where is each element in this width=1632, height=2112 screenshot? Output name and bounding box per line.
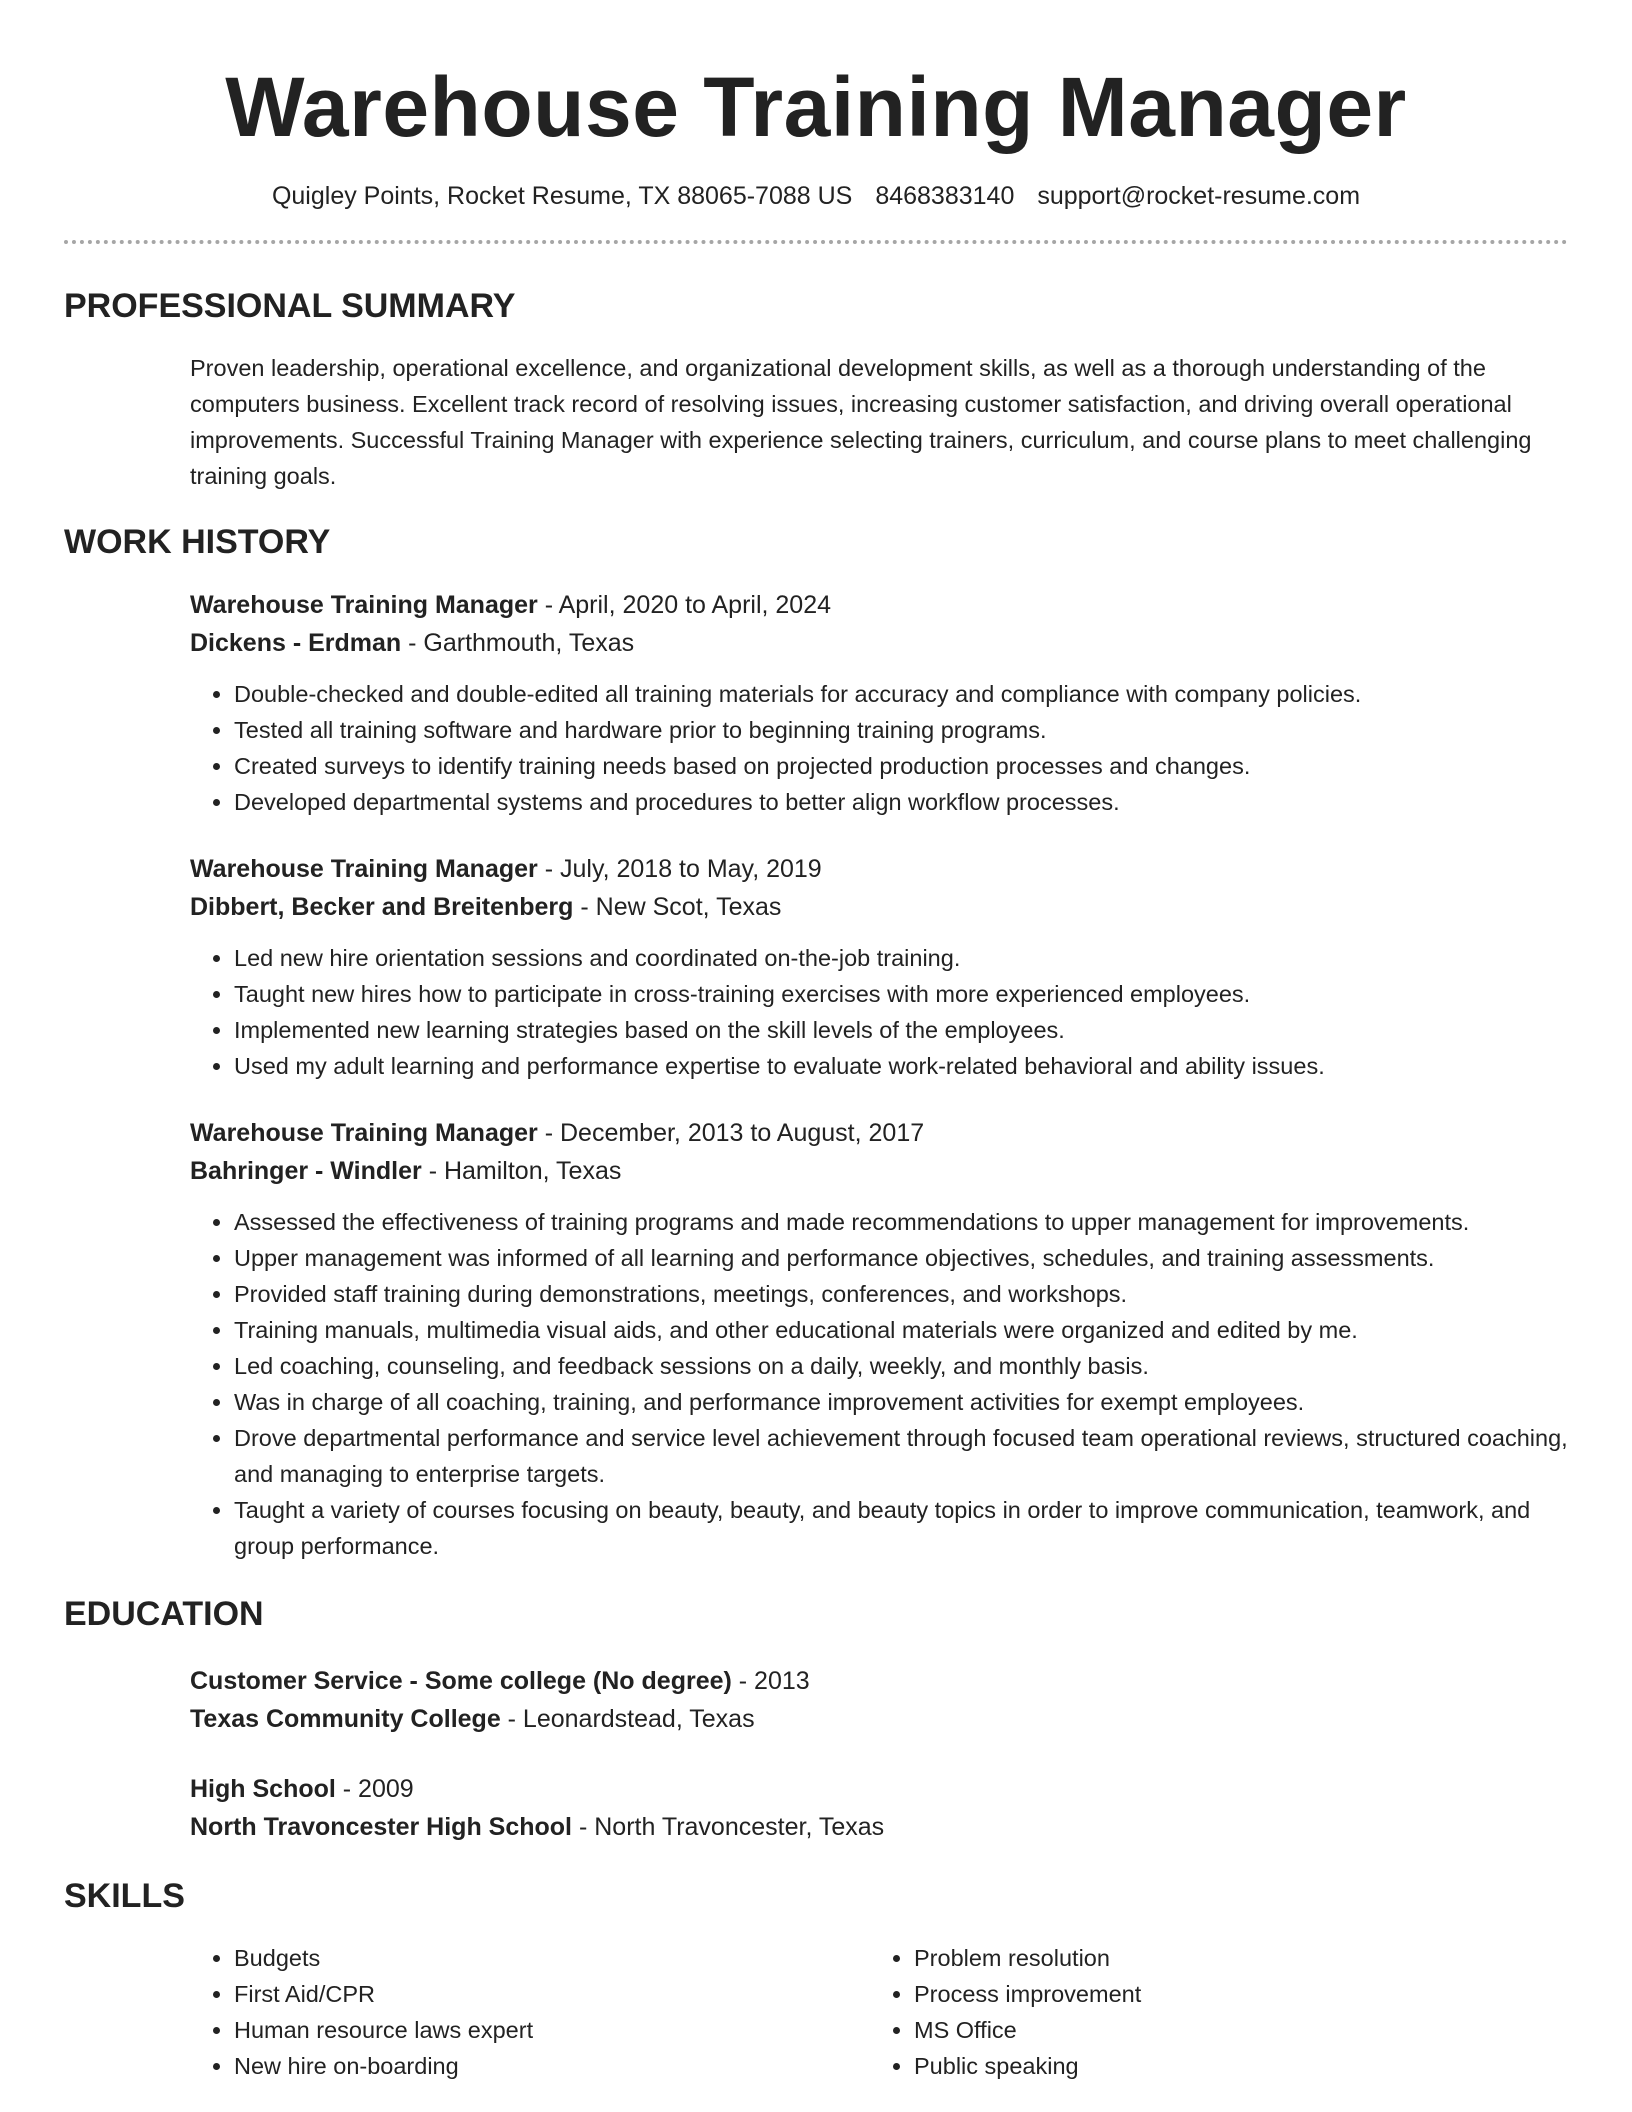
job-role: Warehouse Training Manager: [190, 591, 538, 619]
job-title-line: [190, 1114, 1568, 1152]
skills-right-column: [870, 1940, 1550, 2084]
job-bullets: [190, 676, 1568, 820]
job-location: - Garthmouth, Texas: [401, 629, 635, 657]
education-heading: EDUCATION: [64, 1595, 264, 1633]
contact-address: Quigley Points, Rocket Resume, TX 88065-7088 US: [271, 182, 853, 210]
job-bullet: • Taught a variety of courses focusing on beauty, beauty, and beauty topics in order to improve communication, teamwork, and group performance.: [234, 1492, 1568, 1564]
education-section: [190, 1662, 1568, 1846]
job-location: - New Scot, Texas: [573, 893, 782, 921]
job-entry: [190, 1114, 1568, 1564]
job-bullet: • Taught new hires how to participate in cross-training exercises with more experienced employees.: [234, 976, 1568, 1012]
job-bullet: • Led new hire orientation sessions and coordinated on-the-job training.: [234, 940, 1568, 976]
summary-text: Proven leadership, operational excellence, and organizational development skills, as well as a thorough understanding of the computers business. Excellent track record of resolving issues, increasing customer satisfaction, and driving overall operational improvements. Successful Training Manager with experience selecting trainers, curriculum, and course plans to meet challenging training goals.: [190, 355, 1532, 489]
job-title-line: [190, 850, 1568, 888]
education-year: - 2013: [731, 1667, 810, 1695]
education-year: - 2009: [335, 1775, 414, 1803]
work-history-heading: WORK HISTORY: [64, 523, 331, 561]
job-role: Warehouse Training Manager: [190, 1119, 538, 1147]
job-bullet: • Was in charge of all coaching, training, and performance improvement activities for exempt employees.: [234, 1384, 1568, 1420]
skills-heading: SKILLS: [64, 1877, 185, 1915]
education-degree: High School: [190, 1775, 336, 1803]
skill-item: • Public speaking: [914, 2048, 1550, 2084]
resume-name: Warehouse Training Manager: [225, 60, 1407, 154]
job-company: Dibbert, Becker and Breitenberg: [190, 893, 574, 921]
job-entry: [190, 850, 1568, 1084]
education-entry: [190, 1662, 1568, 1738]
job-bullets: [190, 1204, 1568, 1564]
job-bullet: • Assessed the effectiveness of training programs and made recommendations to upper management for improvements.: [234, 1204, 1568, 1240]
job-bullet: • Used my adult learning and performance expertise to evaluate work-related behavioral and ability issues.: [234, 1048, 1568, 1084]
contact-email: support@rocket-resume.com: [1037, 182, 1361, 210]
job-dates: - April, 2020 to April, 2024: [537, 591, 832, 619]
education-location: - North Travoncester, Texas: [572, 1813, 885, 1841]
work-history-section: [190, 586, 1568, 1564]
job-company: Dickens - Erdman: [190, 629, 402, 657]
skills-left-column: [190, 1940, 870, 2084]
skill-item: • Budgets: [234, 1940, 870, 1976]
job-bullet: • Implemented new learning strategies based on the skill levels of the employees.: [234, 1012, 1568, 1048]
education-degree-line: [190, 1662, 1568, 1700]
job-role: Warehouse Training Manager: [190, 855, 538, 883]
education-school: North Travoncester High School: [190, 1813, 573, 1841]
education-entry: [190, 1770, 1568, 1846]
job-entry: [190, 586, 1568, 820]
job-dates: - July, 2018 to May, 2019: [537, 855, 822, 883]
job-bullet: • Training manuals, multimedia visual aids, and other educational materials were organized and edited by me.: [234, 1312, 1568, 1348]
skills-columns: [190, 1940, 1568, 2084]
skill-item: • MS Office: [914, 2012, 1550, 2048]
job-company-line: [190, 624, 1568, 662]
skill-item: • New hire on-boarding: [234, 2048, 870, 2084]
job-bullet: • Provided staff training during demonstrations, meetings, conferences, and workshops.: [234, 1276, 1568, 1312]
skill-item: • First Aid/CPR: [234, 1976, 870, 2012]
job-title-line: [190, 586, 1568, 624]
skill-item: • Problem resolution: [914, 1940, 1550, 1976]
job-bullet: • Double-checked and double-edited all training materials for accuracy and compliance with company policies.: [234, 676, 1568, 712]
job-bullets: [190, 940, 1568, 1084]
summary-heading: PROFESSIONAL SUMMARY: [64, 287, 516, 325]
contact-phone: 8468383140: [875, 182, 1015, 210]
contact-line: [64, 180, 1568, 212]
education-location: - Leonardstead, Texas: [500, 1705, 755, 1733]
education-degree-line: [190, 1770, 1568, 1808]
education-school-line: [190, 1808, 1568, 1846]
job-bullet: • Led coaching, counseling, and feedback sessions on a daily, weekly, and monthly basis.: [234, 1348, 1568, 1384]
header-divider: [64, 240, 1568, 244]
job-company-line: [190, 888, 1568, 926]
education-school: Texas Community College: [190, 1705, 501, 1733]
education-school-line: [190, 1700, 1568, 1738]
skills-section: [190, 1940, 1568, 2084]
job-bullet: • Developed departmental systems and procedures to better align workflow processes.: [234, 784, 1568, 820]
job-company: Bahringer - Windler: [190, 1157, 422, 1185]
job-bullet: • Created surveys to identify training needs based on projected production processes and changes.: [234, 748, 1568, 784]
job-bullet: • Drove departmental performance and service level achievement through focused team operational reviews, structured coaching, and managing to enterprise targets.: [234, 1420, 1568, 1492]
summary-section: [190, 350, 1568, 494]
job-location: - Hamilton, Texas: [421, 1157, 622, 1185]
job-bullet: • Tested all training software and hardware prior to beginning training programs.: [234, 712, 1568, 748]
job-bullet: • Upper management was informed of all learning and performance objectives, schedules, and training assessments.: [234, 1240, 1568, 1276]
job-company-line: [190, 1152, 1568, 1190]
skill-item: • Process improvement: [914, 1976, 1550, 2012]
job-dates: - December, 2013 to August, 2017: [537, 1119, 925, 1147]
skill-item: • Human resource laws expert: [234, 2012, 870, 2048]
education-degree: Customer Service - Some college (No degree): [190, 1667, 732, 1695]
